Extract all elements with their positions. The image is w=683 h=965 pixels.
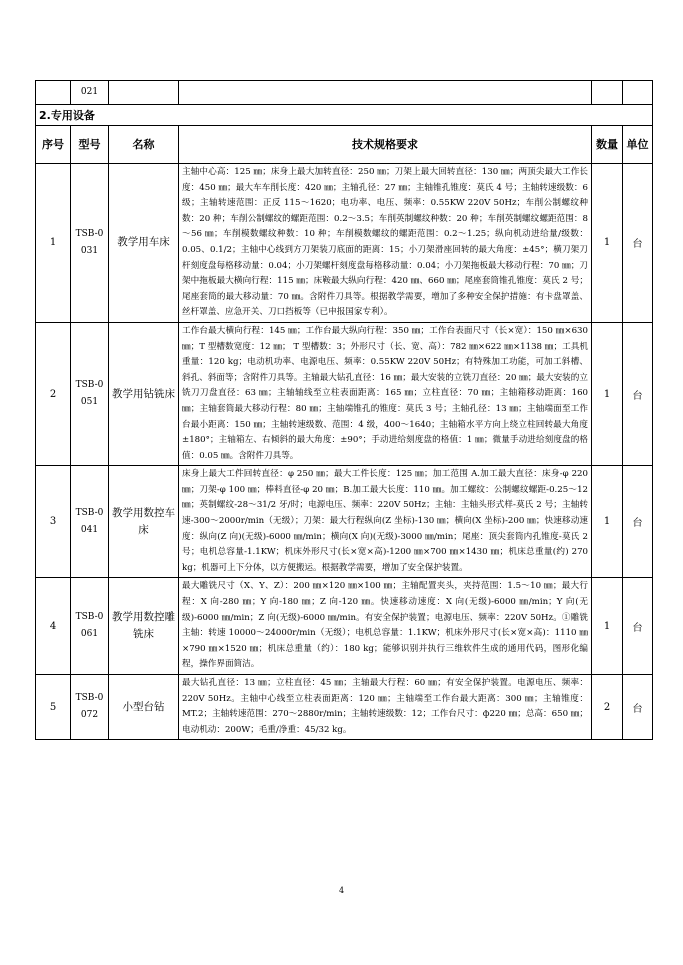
cell-index: 2 (36, 322, 71, 465)
cell-empty (179, 81, 592, 105)
cell-spec: 工作台最大横向行程：145 ㎜；工作台最大纵向行程：350 ㎜；工作台表面尺寸（长×宽）：150 ㎜×630 ㎜；T 型槽数宽度：12 ㎜； T 型槽数：3；外形尺寸（长、宽、高）：782 ㎜×622 ㎜×1138 ㎜；工具机重量：120 kg；电动机功率、电源电压、频率：0.55KW 220V 50Hz；有特殊加工功能，可加工斜槽、斜孔、斜面等；含附件刀具等。主轴最大钻孔直径：16 ㎜；最大安装的立铣刀直径：20 ㎜；最大安装的立铣刀刀盘直径：63 ㎜；主轴轴线至立柱表面距离：165 ㎜；立柱直径：70 ㎜；主轴箱移动距离：160 ㎜；主轴套筒最大移动行程：80 ㎜；主轴端锥孔的锥度：莫氏 3 号；主轴孔径：13 ㎜；主轴端面至工作台最小距离：150 ㎜；主轴转速级数、范围：4 级，400～1640；主轴箱水平方向上绕立柱回转最大角度±180°；主轴箱左、右倾斜的最大角度：±90°；手动进给刻度盘的格值：1 ㎜；微量手动进给刻度盘的格值：0.05 ㎜。含附件刀具等。 (179, 322, 592, 465)
table-row (36, 322, 653, 465)
cell-index: 4 (36, 578, 71, 675)
cell-name: 小型台钻 (109, 675, 179, 740)
cell-spec: 主轴中心高：125 ㎜；床身上最大加转直径：250 ㎜；刀架上最大回转直径：130 ㎜；两顶尖最大工作长度：450 ㎜；最大车车削长度：420 ㎜；主轴孔径：27 ㎜；主轴锥孔锥度：莫氏 4 号；主轴转速级数：6 级；主轴转速范围：正反 115～1620；电功率、电压、频率：0.55KW 220V 50Hz；车削公制螺纹种数：20 种；车削公制螺纹的螺距范围：0.2～3.5；车削英制螺纹种数：20 种；车削英制螺纹螺距范围：8～56 ㎜；车削模数螺纹种数：10 种；车削模数螺纹的螺距范围：0.2～1.25；纵向机动进给量/级数：0.05、0.1/2；主轴中心线到方刀架装刀底面的距离：15；小刀架滑座回转的最大角度：±45°；横刀架刀杆刻度盘每格移动量：0.04；小刀架螺杆刻度盘每格移动量：0.04；小刀架拖板最大移动行程：70 ㎜；刀架中拖板最大横向行程：115 ㎜；床鞍最大纵向行程：420 ㎜、660 ㎜；尾座套筒锥孔锥度：莫氏 2 号；尾座套筒的最大移动量：70 ㎜。含附件刀具等。根据教学需要，增加了多种安全保护措施：有卡盘罩盖、丝杆罩盖、应急开关、刀口挡板等（已申报国家专利）。 (179, 164, 592, 323)
cell-spec: 最大钻孔直径：13 ㎜；立柱直径：45 ㎜；主轴最大行程：60 ㎜；有安全保护装置。电源电压、频率：220V 50Hz。主轴中心线至立柱表面距离：120 ㎜；主轴端至工作台最大距离：300 ㎜；主轴锥度：MT.2；主轴转速范围：270～2880r/min；主轴转速级数：12；工作台尺寸：ф220 ㎜；总高：650 ㎜；电动机动：200W；毛重/净重：45/32 kg。 (179, 675, 592, 740)
header-model: 型号 (71, 126, 109, 164)
cell-index: 3 (36, 466, 71, 578)
page-number: 4 (338, 886, 345, 895)
cell-empty (592, 81, 623, 105)
header-name: 名称 (109, 126, 179, 164)
table-row (36, 466, 653, 578)
table-row (36, 578, 653, 675)
cell-empty (36, 81, 71, 105)
header-spec: 技术规格要求 (179, 126, 592, 164)
header-qty: 数量 (592, 126, 623, 164)
cell-name: 教学用车床 (109, 164, 179, 323)
cell-index: 5 (36, 675, 71, 740)
equipment-spec-table (35, 80, 653, 740)
cell-name: 教学用钻铣床 (109, 322, 179, 465)
cell-qty: 2 (592, 675, 623, 740)
section-row (36, 105, 653, 126)
cell-model: 021 (71, 81, 109, 105)
cell-model: TSB-0 031 (71, 164, 109, 323)
table-row (36, 675, 653, 740)
header-row (36, 126, 653, 164)
cell-model: TSB-0 072 (71, 675, 109, 740)
cell-qty: 1 (592, 578, 623, 675)
header-index: 序号 (36, 126, 71, 164)
cell-spec: 床身上最大工件回转直径：φ 250 ㎜；最大工件长度：125 ㎜；加工范围 A.加工最大直径：床身-φ 220 ㎜；刀架-φ 100 ㎜；棒料直径-φ 20 ㎜；B.加工最大长度：110 ㎜。加工螺纹：公制螺纹螺距-0.25～12 ㎜；英制螺纹-28～31/2 牙/时；电源电压、频率：220V 50Hz；主轴：主轴头形式样-莫氏 2 号；主轴转速-300～2000r/min（无级）；刀架：最大行程纵向(Z 坐标)-130 ㎜；横向(X 坐标)-200 ㎜；快速移动速度：纵向(Z 向)(无级)-6000 ㎜/min；横向(X 向)(无级)-3000 ㎜/min；尾座：顶尖套筒内孔锥度-莫氏 2 号；电机总容量-1.1KW；机床外形尺寸(长×宽×高)-1200 ㎜×700 ㎜×1430 ㎜；机床总重量(约) 270 kg；机器可上下分体，以方便搬运。根据教学需要，增加了安全保护装置。 (179, 466, 592, 578)
cell-unit: 台 (623, 322, 653, 465)
cell-model: TSB-0 061 (71, 578, 109, 675)
cell-qty: 1 (592, 466, 623, 578)
cell-unit: 台 (623, 675, 653, 740)
cell-name: 教学用数控车床 (109, 466, 179, 578)
cell-model: TSB-0 051 (71, 322, 109, 465)
cell-unit: 台 (623, 466, 653, 578)
table-row-continued (36, 81, 653, 105)
cell-unit: 台 (623, 164, 653, 323)
cell-qty: 1 (592, 164, 623, 323)
cell-name: 教学用数控雕铣床 (109, 578, 179, 675)
cell-model: TSB-0 041 (71, 466, 109, 578)
cell-empty (623, 81, 653, 105)
cell-unit: 台 (623, 578, 653, 675)
cell-empty (109, 81, 179, 105)
header-unit: 单位 (623, 126, 653, 164)
section-title: 2.专用设备 (36, 105, 653, 126)
cell-index: 1 (36, 164, 71, 323)
cell-spec: 最大雕铣尺寸（X、Y、Z）：200 ㎜×120 ㎜×100 ㎜；主轴配置夹头，夹持范围：1.5～10 ㎜；最大行程：X 向-280 ㎜；Y 向-180 ㎜；Z 向-120 ㎜。快速移动速度：X 向(无级)-6000 ㎜/min；Y 向(无级)-6000 ㎜/min；Z 向(无级)-6000 ㎜/min。有安全保护装置；电源电压、频率：220V 50Hz。①雕铣主轴：转速 10000～24000r/min（无级）；电机总容量：1.1KW；机床外形尺寸(长×宽×高)：1110 ㎜×790 ㎜×1520 ㎜；机床总重量（约）：180 kg；能够识别并执行三维软件生成的通用代码，图形化编程，操作界面简洁。 (179, 578, 592, 675)
table-row (36, 164, 653, 323)
cell-qty: 1 (592, 322, 623, 465)
